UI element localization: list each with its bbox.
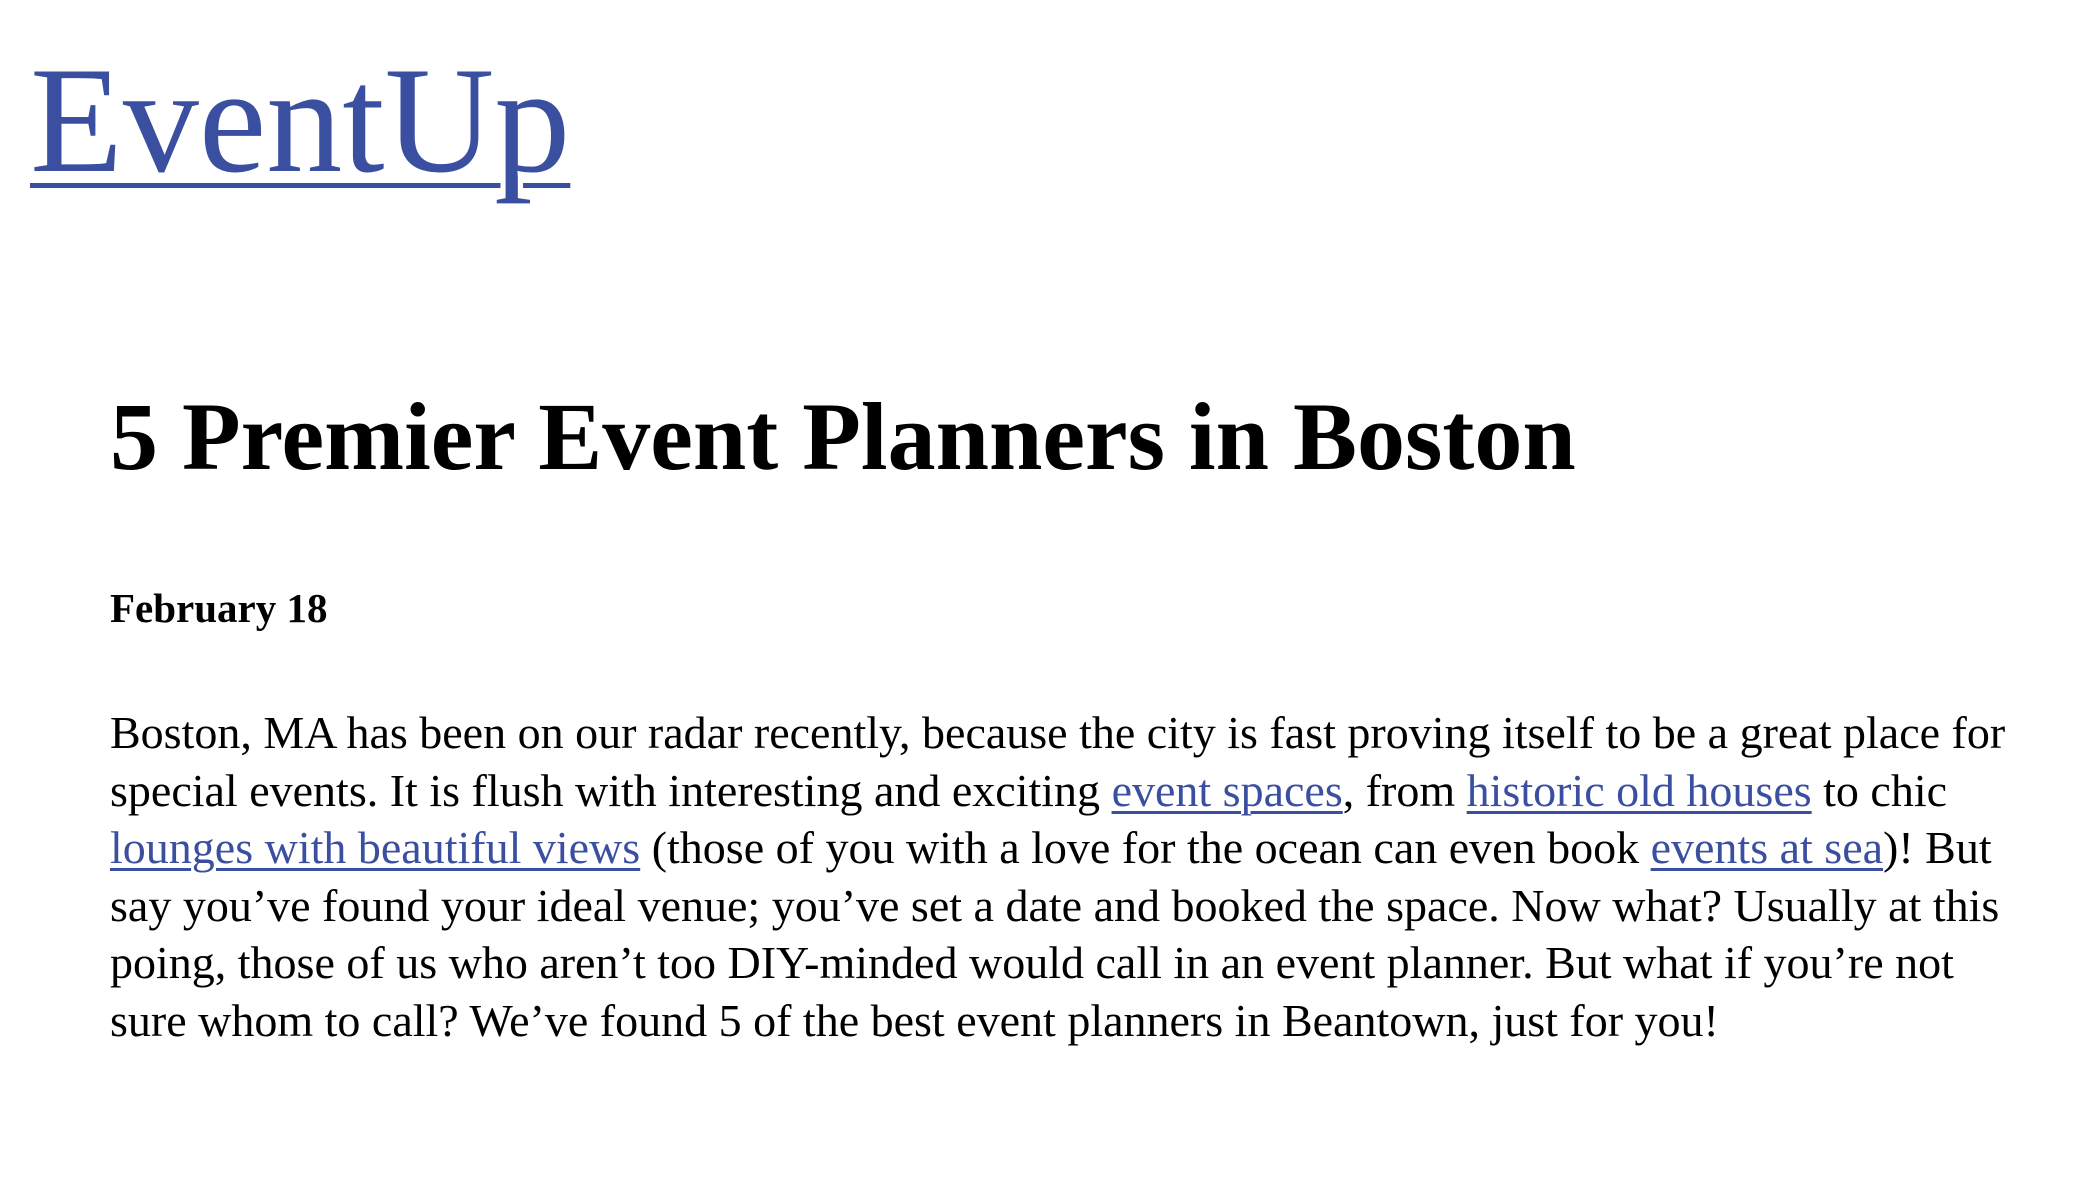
site-logo-link[interactable]: EventUp (30, 36, 571, 204)
intro-text-segment: )! But say you’ve found your ideal venue; you’ve set a date and booked the space. Now what? Usually at this poing, those of us who aren’t too DIY-minded would call in an event planner. But what if you’re not sure whom to call? We’ve found 5 of the best event planners in Beantown, just for you! (110, 822, 2000, 1046)
article-intro-paragraph (110, 704, 2030, 1049)
article-title: 5 Premier Event Planners in Boston (110, 383, 1576, 490)
intro-text-segment: , from (1342, 764, 1467, 816)
lounges-with-views-link[interactable]: lounges with beautiful views (110, 822, 641, 873)
intro-text-segment: (those of you with a love for the ocean can even book (640, 822, 1651, 873)
historic-old-houses-link[interactable]: historic old houses (1466, 764, 1812, 816)
intro-text-segment: to chic (1811, 764, 1948, 816)
events-at-sea-link[interactable]: events at sea (1650, 822, 1884, 873)
event-spaces-link[interactable]: event spaces (1111, 764, 1343, 816)
article (110, 383, 2030, 1046)
article-date: February 18 (110, 585, 328, 631)
intro-text-segment: Boston, MA has been on our radar recently, because the city is fast proving itself to be a great place for special events. It is flush with interesting and exciting (110, 707, 2006, 816)
